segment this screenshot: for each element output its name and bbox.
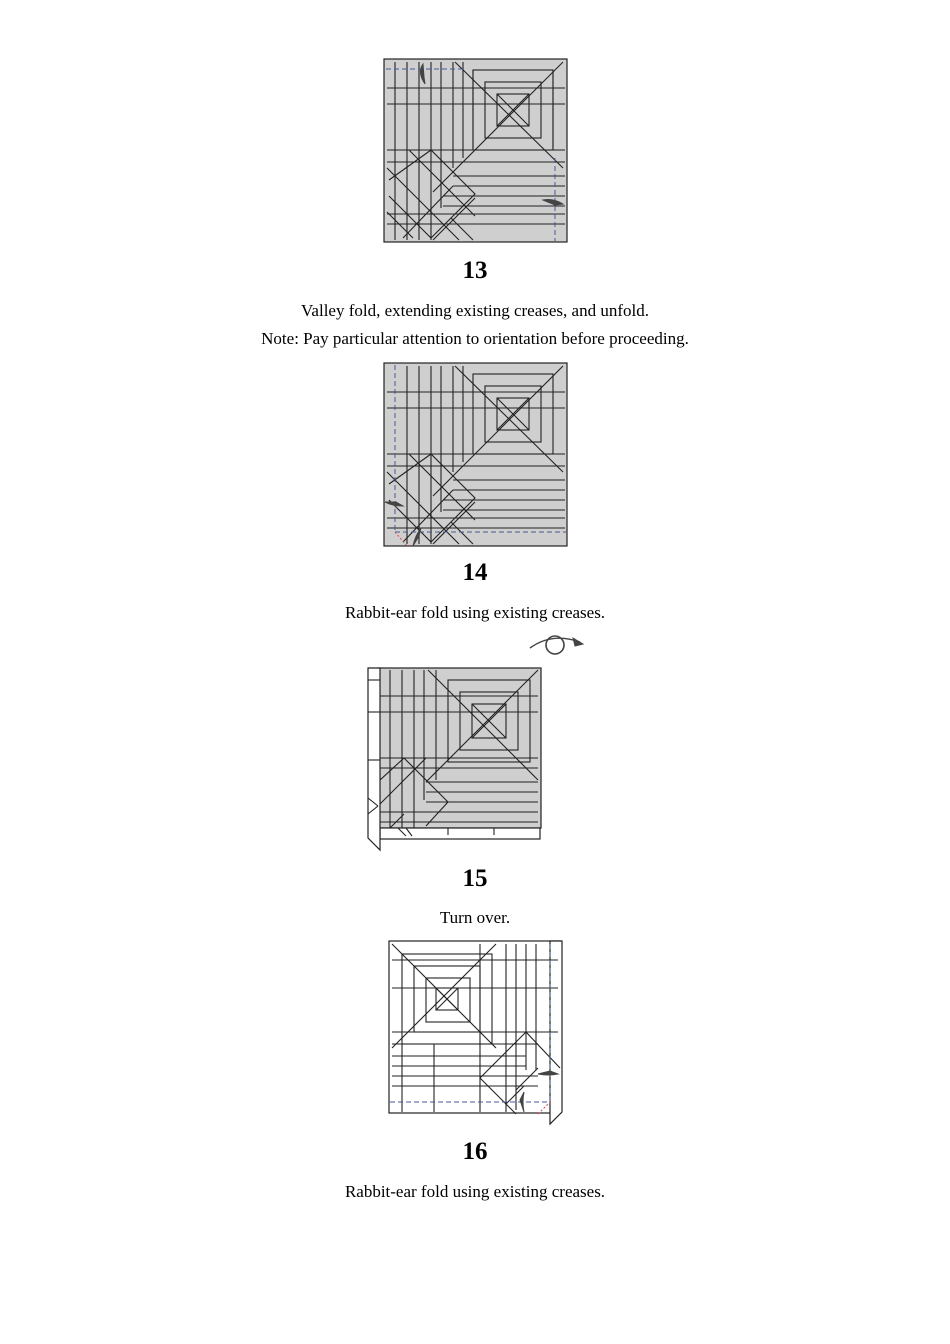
step-number: 13 <box>462 257 488 284</box>
step-note: Note: Pay particular attention to orientation before proceeding. <box>261 329 689 348</box>
turn-over-icon <box>530 636 583 654</box>
step-caption: Valley fold, extending existing creases, and unfold. <box>301 301 649 320</box>
step-number: 14 <box>462 559 488 586</box>
step-16-diagram <box>388 940 566 1128</box>
step-15-diagram <box>366 630 588 856</box>
step-caption: Turn over. <box>439 908 511 927</box>
step-14-diagram <box>383 362 569 548</box>
step-number: 15 <box>462 865 488 892</box>
step-caption: Rabbit-ear fold using existing creases. <box>344 1182 606 1201</box>
step-13-diagram <box>383 58 569 244</box>
step-caption: Rabbit-ear fold using existing creases. <box>344 603 606 622</box>
step-number: 16 <box>462 1138 488 1165</box>
